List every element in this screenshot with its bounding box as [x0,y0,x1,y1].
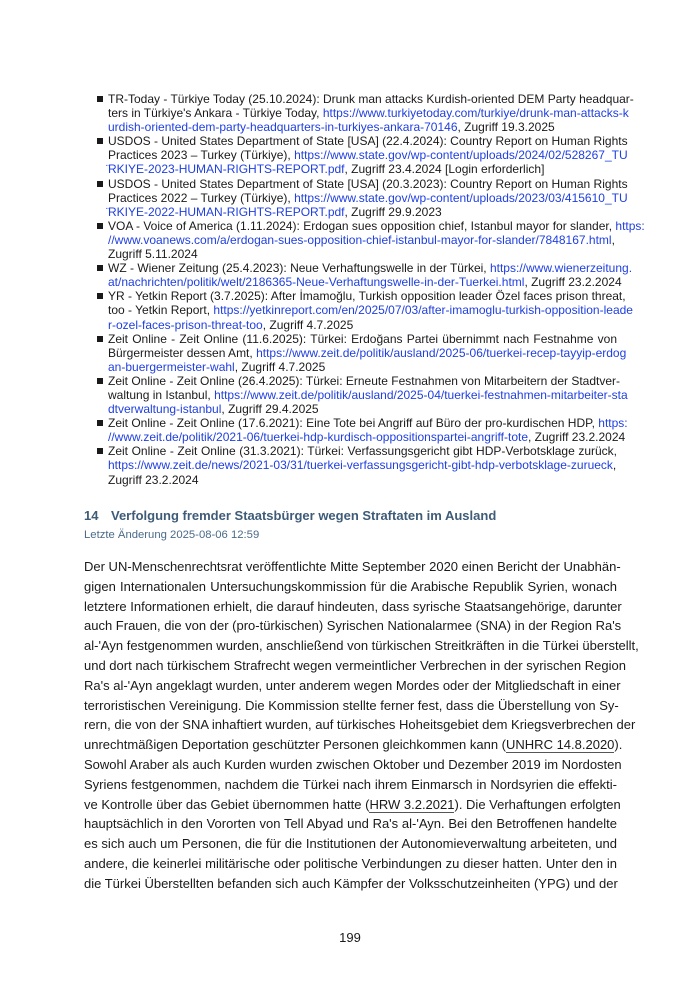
body-line [84,636,639,656]
text: Der UN-Menschenrechtsrat veröffentlichte Mitte September 2020 einen Bericht der Unabhän- [84,559,621,574]
reference-link[interactable]: https://yetkinreport.com/en/2025/07/03/after-imamoglu-turkish-opposition-leade [213,303,633,318]
bullet-icon [97,293,103,299]
reference-link[interactable]: https://www.turkiyetoday.com/turkiye/drunk-man-attacks-k [322,106,629,121]
reference-link[interactable]: //www.voanews.com/a/erdogan-sues-opposition-chief-istanbul-mayor-for-slander/7848167.html [108,232,612,247]
reference-line [108,261,633,276]
reference-link[interactable]: https: [615,218,645,233]
reference-line [108,148,628,163]
text: TR-Today - Türkiye Today (25.10.2024): Drunk man attacks Kurdish-oriented DEM Party headquar- [108,92,634,106]
text: , Zugriff 29.9.2023 [344,204,442,219]
text: Zeit Online - Zeit Online (11.6.2025): Türkei: Erdoğans Partei übernimmt nach Festnahme von [108,331,617,346]
text: Zugriff 5.11.2024 [108,247,198,262]
section-number: 14 [84,508,99,523]
reference-line [108,332,617,346]
reference-line [108,416,628,431]
text: , [611,232,615,247]
text: VOA - Voice of America (1.11.2024): Erdogan sues opposition chief, Istanbul mayor for slander, [108,218,616,233]
reference-line [108,233,617,247]
reference-item [97,261,633,290]
text: Ra's al-'Ayn angeklagt wurden, unter anderem wegen Mordes oder der Mitgliedschaft in einer [84,677,621,693]
reference-line [108,345,627,360]
bullet-icon [97,336,103,342]
reference-line [108,106,629,121]
reference-item [97,134,628,177]
reference-link[interactable]: https: [598,416,628,431]
body-line [84,735,623,755]
text: ve Kontrolle über das Gebiet übernommen hatte ( [84,796,370,812]
text: , Zugriff 23.2.2024 [524,275,622,290]
reference-link[interactable]: ̈RKIYE-2022-HUMAN-RIGHTS-REPORT.pdf [108,204,345,219]
reference-item [97,218,645,262]
text: , Zugriff 19.3.2025 [457,120,555,135]
bullet-icon [97,378,103,384]
body-line [84,715,636,735]
text: Practices 2022 – Turkey (Türkiye), [108,190,295,205]
bullet-icon [97,223,103,229]
section-title: Verfolgung fremder Staatsbürger wegen Straftaten im Ausland [111,508,497,523]
bullet-icon [97,420,103,426]
text: unrechtmäßigen Deportation geschützter Personen gleichkommen kann ( [84,737,507,753]
text: Zeit Online - Zeit Online (17.6.2021): Eine Tote bei Angriff auf Büro der pro-kurdischen HDP, [108,416,599,431]
body-line [84,834,617,854]
reference-link[interactable]: ̈RKIYE-2023-HUMAN-RIGHTS-REPORT.pdf [108,162,345,177]
body-line [84,775,617,795]
body-line [84,597,622,617]
reference-item [97,176,628,219]
text: WZ - Wiener Zeitung (25.4.2023): Neue Verhaftungswelle in der Türkei, [108,261,490,276]
body-line [84,557,621,577]
reference-item [97,92,634,135]
reference-item [97,444,617,486]
text: ters in Türkiye's Ankara - Türkiye Today, [108,106,323,121]
reference-line [108,458,617,472]
body-line [84,656,626,676]
reference-line [108,134,628,149]
reference-line [108,92,634,106]
text: auch Frauen, die von der (pro-türkischen) Syrischen Nationalarmee (SNA) in der Region Ra's [84,618,622,634]
text: USDOS - United States Department of State [USA] (22.4.2024): Country Report on Human Rights [108,134,628,149]
reference-link[interactable]: https://www.zeit.de/politik/ausland/2025-04/tuerkei-festnahmen-mitarbeiter-sta [214,387,628,402]
text: Practices 2023 – Turkey (Türkiye), [108,148,295,163]
text: USDOS - United States Department of State [USA] (20.3.2023): Country Report on Human Rights [108,176,628,191]
text: terroristischen Vereinigung. Die Kommission stellte ferner fest, dass die Überstellung von Sy- [84,697,619,713]
text: , Zugriff 23.2.2024 [528,430,626,445]
last-modified: Letzte Änderung 2025-08-06 12:59 [84,529,260,541]
reference-line [108,373,621,388]
bullet-icon [97,138,103,144]
text: ). [614,737,623,753]
reference-line [108,303,633,318]
reference-line [108,162,617,176]
text: , Zugriff 4.7.2025 [262,317,354,332]
citation-link[interactable]: HRW 3.2.2021 [369,796,455,812]
reference-link[interactable]: https://www.state.gov/wp-content/uploads/2024/02/528267_TU [294,148,628,163]
text: die Türkei Überstellten befanden sich auch Kämpfer der Volksschutzeinheiten (YPG) und der [84,875,618,891]
bullet-icon [97,96,103,102]
body-line [84,795,621,815]
reference-line [108,430,626,445]
reference-line [108,360,617,374]
text: letztere Informationen erhielt, die darauf hindeuten, dass syrische Staatsangehörige, darunter [84,598,622,614]
reference-link[interactable]: urdish-oriented-dem-party-headquarters-in-turkiyes-ankara-70146 [108,120,458,135]
reference-item [97,416,628,445]
text: waltung in Istanbul, [108,387,215,402]
reference-line [108,205,617,219]
reference-line [108,444,617,458]
text: ). Die Verhaftungen erfolgten [454,796,621,812]
reference-line [108,473,617,487]
body-line [84,854,617,874]
body-line [84,814,617,834]
text: al-'Ayn festgenommen wurden, anschließend von türkischen Streitkräften in die Türkei überstellt, [84,638,639,654]
page-number: 199 [339,930,361,945]
bullet-icon [97,181,103,187]
body-paragraph [84,557,639,894]
text: Bürgermeister dessen Amt, [108,345,257,360]
reference-item [97,331,627,374]
reference-link[interactable]: at/nachrichten/politik/welt/2186365-Neue-Verhaftungswelle-in-der-Tuerkei.html [108,275,525,290]
body-line [84,874,617,894]
body-line [84,696,617,716]
reference-line [108,318,617,332]
reference-link[interactable]: https://www.wienerzeitung. [489,261,633,276]
text: too - Yetkin Report, [108,303,214,318]
section-heading [84,508,496,523]
reference-line [108,289,626,304]
text: andere, die keinerlei militärische oder politische Verbindungen zu dieser hatten. Unter den in [84,855,617,871]
text: Zeit Online - Zeit Online (31.3.2021): Türkei: Verfassungsgericht gibt HDP-Verbotsklage zurück, [108,444,617,459]
reference-line [108,275,622,290]
reference-link[interactable]: https://www.zeit.de/news/2021-03/31/tuerkei-verfassungsgericht-gibt-hdp-verbotsklage-zurueck [108,458,613,473]
reference-line [108,176,628,191]
reference-link[interactable]: https://www.state.gov/wp-content/uploads/2023/03/415610_TU [294,190,628,205]
bullet-icon [97,265,103,271]
reference-line [108,120,617,134]
text: , Zugriff 29.4.2025 [221,402,319,417]
body-line [84,676,621,696]
reference-link[interactable]: an-buergermeister-wahl [108,359,235,374]
text: YR - Yetkin Report (3.7.2025): After İmamoğlu, Turkish opposition leader Özel faces prison threat, [108,289,626,304]
text: hauptsächlich in den Vororten von Tell Abyad und Ra's al-'Ayn. Bei den Betroffenen handelte [84,816,617,832]
reference-link[interactable]: r-ozel-faces-prison-threat-too [108,317,263,332]
reference-link[interactable]: https://www.zeit.de/politik/ausland/2025-06/tuerkei-recep-tayyip-erdog [256,345,627,360]
reference-line [108,402,617,416]
text: Sowohl Araber als auch Kurden wurden zwischen Oktober und Dezember 2019 im Nordosten [84,756,622,772]
text: Zugriff 23.2.2024 [108,472,199,487]
reference-item [97,289,633,332]
reference-link[interactable]: //www.zeit.de/politik/2021-06/tuerkei-hdp-kurdisch-oppositionspartei-angriff-tote [108,430,528,445]
text: es sich auch um Personen, die für die Institutionen der Autonomieverwaltung arbeiteten, und [84,836,617,852]
text: rern, die von der SNA inhaftiert wurden, auf türkisches Hoheitsgebiet dem Kriegsverbrechen der [84,717,636,733]
reference-line [108,190,628,205]
body-line [84,577,617,597]
text: gigen Internationalen Untersuchungskommission für die Arabische Republik Syrien, wonach [84,578,617,594]
text: Syriens festgenommen, nachdem die Türkei nach ihrem Einmarsch in Nordsyrien die effekti- [84,776,617,792]
reference-line [108,247,617,261]
text: , Zugriff 4.7.2025 [234,359,326,374]
body-line [84,755,622,775]
reference-line [108,387,628,402]
citation-link[interactable]: UNHRC 14.8.2020 [506,737,615,753]
reference-item [97,373,628,417]
body-line [84,616,622,636]
reference-link[interactable]: dtverwaltung-istanbul [108,402,222,417]
text: und dort nach türkischem Strafrecht wegen vermeintlicher Verbrechen in der syrischen Region [84,657,626,673]
text: , Zugriff 23.4.2024 [Login erforderlich] [344,162,545,177]
text: Zeit Online - Zeit Online (26.4.2025): Türkei: Erneute Festnahmen von Mitarbeitern der Stadtver- [108,373,621,388]
reference-line [108,218,645,233]
reference-list [97,92,645,487]
bullet-icon [97,448,103,454]
text: , [612,458,617,473]
